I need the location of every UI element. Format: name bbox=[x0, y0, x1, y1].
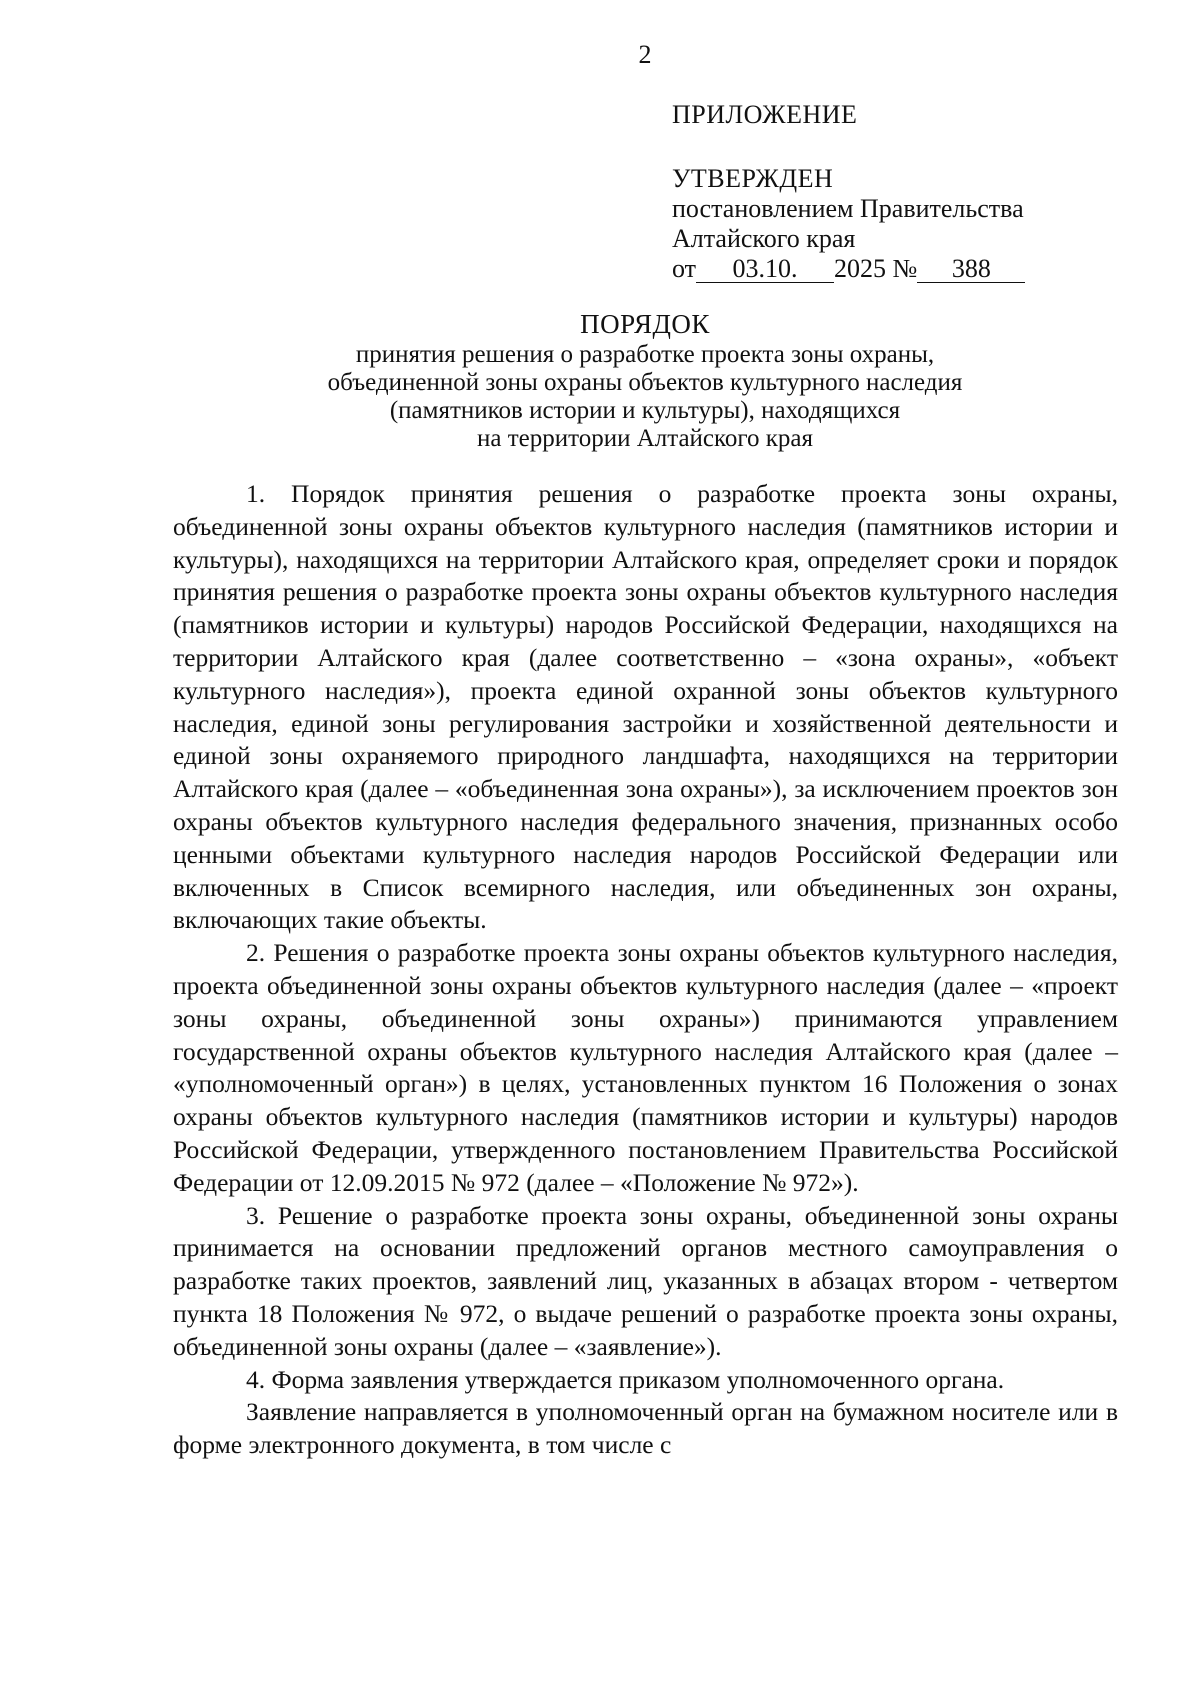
document-body bbox=[173, 478, 1118, 1462]
document-title: ПОРЯДОК bbox=[580, 309, 710, 339]
subtitle-line: объединенной зоны охраны объектов культурного наследия bbox=[327, 369, 963, 396]
date-value: 03.10. bbox=[696, 256, 834, 283]
date-prefix: от bbox=[672, 254, 697, 283]
paragraph-2: 2. Решения о разработке проекта зоны охраны объектов культурного наследия, проекта объединенной зоны охраны объектов культурного наследия (далее – «проект зоны охраны, объединенной зоны охраны») принимаются управлением государственной охраны объектов культурного наследия Алтайского края (далее – «уполномоченный орган») в целях, установленных пунктом 16 Положения о зонах охраны объектов культурного наследия (памятников истории и культуры) народов Российской Федерации, утвержденного постановлением Правительства Российской Федерации от 12.09.2015 № 972 (далее – «Положение № 972»). bbox=[173, 938, 1118, 1197]
subtitle-line: на территории Алтайского края bbox=[476, 425, 814, 452]
approved-heading: УТВЕРЖДЕН bbox=[672, 164, 834, 193]
page-number: 2 bbox=[638, 40, 652, 69]
approved-by-line-1: постановлением Правительства bbox=[672, 194, 1024, 223]
date-year: 2025 № bbox=[834, 254, 918, 283]
subtitle-line: принятия решения о разработке проекта зоны охраны, bbox=[355, 341, 935, 368]
number-value: 388 bbox=[917, 256, 1025, 283]
paragraph-5: Заявление направляется в уполномоченный орган на бумажном носителе или в форме электронного документа, в том числе с bbox=[173, 1397, 1118, 1460]
date-line bbox=[672, 254, 1025, 284]
subtitle-line: (памятников истории и культуры), находящихся bbox=[389, 397, 901, 424]
paragraph-3: 3. Решение о разработке проекта зоны охраны, объединенной зоны охраны принимается на основании предложений органов местного самоуправления о разработке таких проектов, заявлений лиц, указанных в абзацах втором - четвертом пункта 18 Положения № 972, о выдаче решений о разработке проекта зоны охраны, объединенной зоны охраны (далее – «заявление»). bbox=[173, 1200, 1118, 1361]
appendix-heading: ПРИЛОЖЕНИЕ bbox=[672, 100, 858, 129]
document-subtitle bbox=[0, 341, 1200, 453]
approved-by-line-2: Алтайского края bbox=[672, 224, 856, 253]
paragraph-4: 4. Форма заявления утверждается приказом уполномоченного органа. bbox=[246, 1364, 1005, 1394]
approval-block bbox=[672, 100, 1025, 284]
paragraph-1: 1. Порядок принятия решения о разработке проекта зоны охраны, объединенной зоны охраны объектов культурного наследия (памятников истории и культуры), находящихся на территории Алтайского края, определяет сроки и порядок принятия решения о разработке проекта зоны охраны объектов культурного наследия (памятников истории и культуры) народов Российской Федерации, находящихся на территории Алтайского края (далее соответственно – «зона охраны», «объект культурного наследия»), проекта единой охранной зоны объектов культурного наследия, единой зоны регулирования застройки и хозяйственной деятельности и единой зоны охраняемого природного ландшафта, находящихся на территории Алтайского края (далее – «объединенная зона охраны»), за исключением проектов зон охраны объектов культурного наследия федерального значения, признанных особо ценными объектами культурного наследия народов Российской Федерации или включенных в Список всемирного наследия, или объединенных зон охраны, включающих такие объекты. bbox=[173, 479, 1118, 935]
